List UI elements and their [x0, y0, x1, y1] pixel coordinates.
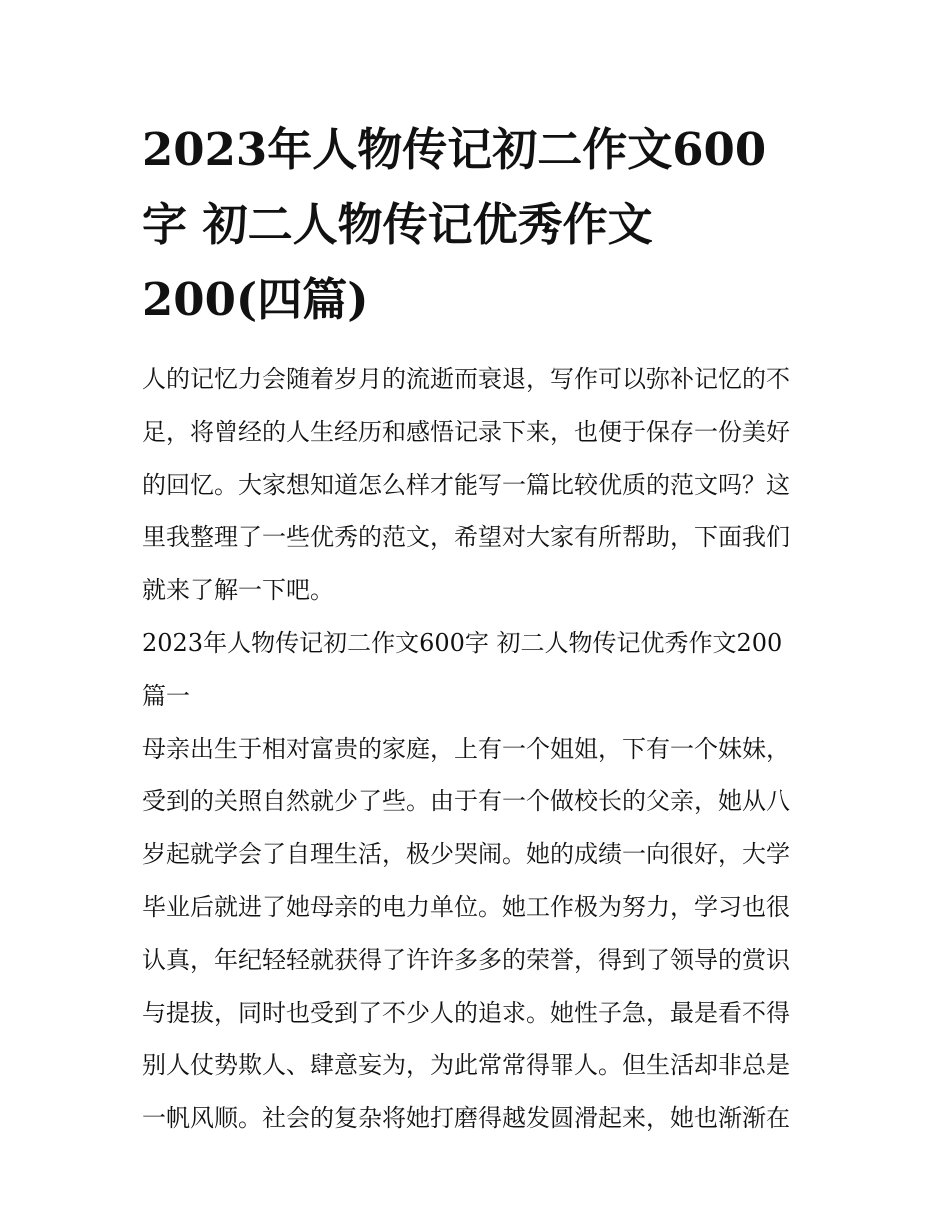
text-line: 一帆风顺。社会的复杂将她打磨得越发圆滑起来，她也渐渐在 — [142, 1104, 790, 1133]
title-line: 200(四篇) — [142, 273, 369, 326]
heading-line: 2023年人物传记初二作文600字 初二人物传记优秀作文200 — [142, 628, 783, 657]
text-line: 岁起就学会了自理生活，极少哭闹。她的成绩一向很好，大学 — [142, 840, 790, 869]
title-line: 字 初二人物传记优秀作文 — [142, 198, 653, 251]
text-line: 足，将曾经的人生经历和感悟记录下来，也便于保存一份美好 — [142, 417, 790, 446]
document-page — [142, 112, 814, 1145]
document-body — [142, 353, 814, 1145]
section-heading — [142, 617, 814, 723]
text-line: 别人仗势欺人、肆意妄为，为此常常得罪人。但生活却非总是 — [142, 1051, 790, 1080]
text-line: 与提拔，同时也受到了不少人的追求。她性子急，最是看不得 — [142, 998, 790, 1027]
heading-line: 篇一 — [142, 681, 190, 710]
text-line: 的回忆。大家想知道怎么样才能写一篇比较优质的范文吗？这 — [142, 470, 790, 499]
title-line: 2023年人物传记初二作文600 — [142, 123, 767, 176]
text-line: 认真，年纪轻轻就获得了许许多多的荣誉，得到了领导的赏识 — [142, 945, 790, 974]
text-line: 受到的关照自然就少了些。由于有一个做校长的父亲，她从八 — [142, 787, 790, 816]
text-line: 母亲出生于相对富贵的家庭，上有一个姐姐，下有一个妹妹， — [142, 734, 790, 763]
text-line: 就来了解一下吧。 — [142, 576, 334, 605]
text-line: 里我整理了一些优秀的范文，希望对大家有所帮助，下面我们 — [142, 523, 790, 552]
intro-paragraph — [142, 353, 814, 617]
document-title — [142, 112, 814, 337]
body-paragraph — [142, 723, 814, 1145]
text-line: 毕业后就进了她母亲的电力单位。她工作极为努力，学习也很 — [142, 892, 790, 921]
text-line: 人的记忆力会随着岁月的流逝而衰退，写作可以弥补记忆的不 — [142, 365, 790, 393]
